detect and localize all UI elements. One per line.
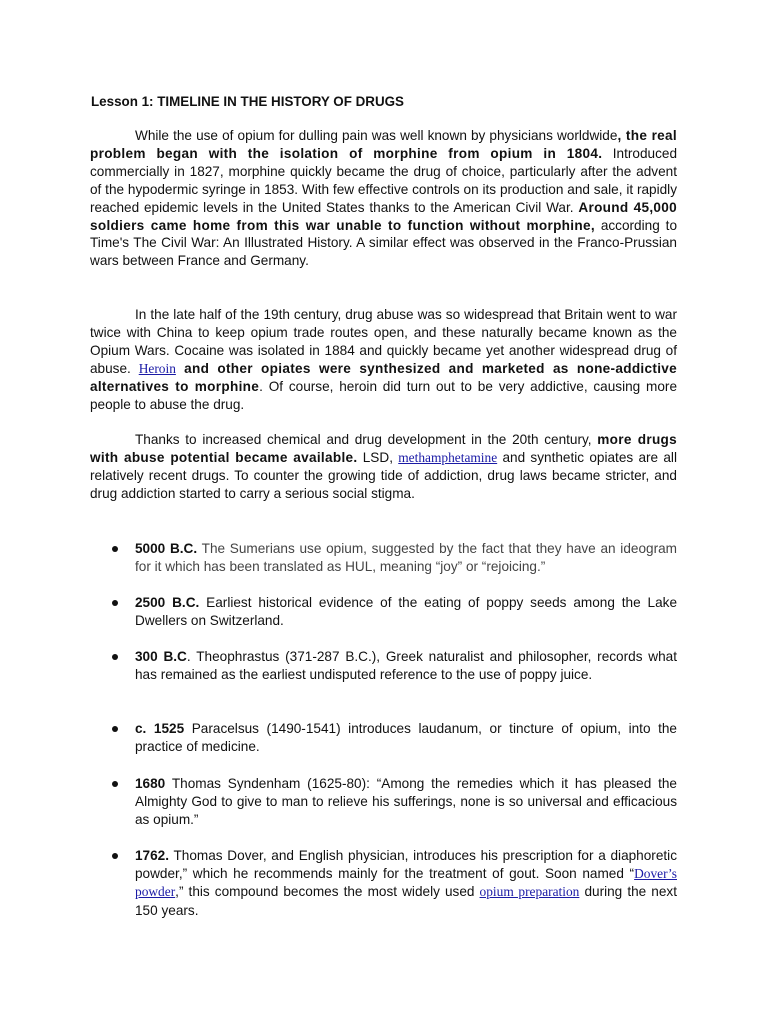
paragraph-text: according to Time's The Civil War: An Illustrated History. A similar effect was observed in the Franco-Prussian wars between France and Germany. <box>90 217 677 269</box>
timeline-year: c. 1525 <box>135 721 185 736</box>
timeline-text: The Sumerians use opium, suggested by the fact that they have an ideogram for it which has been translated as HUL, meaning “joy” or “rejoicing.” <box>135 541 677 575</box>
list-item <box>135 540 677 576</box>
bullet-icon <box>112 546 118 552</box>
paragraph-emphasis: more drugs with abuse potential became available. <box>90 432 678 465</box>
bullet-icon <box>112 781 118 787</box>
opium-preparation-link[interactable]: opium preparation <box>479 884 580 900</box>
timeline-text: . Theophrastus (371-287 B.C.), Greek naturalist and philosopher, records what has remained as the earliest undisputed reference to the use of poppy juice. <box>135 649 677 683</box>
timeline-text: during the next 150 years. <box>135 884 677 918</box>
paragraph-text: Thanks to increased chemical and drug development in the 20th century, <box>135 432 598 447</box>
list-item <box>135 847 677 920</box>
paragraph-text: Introduced commercially in 1827, morphine quickly became the drug of choice, particularly after the advent of the hypodermic syringe in 1853. With few effective controls on its production and sale, it rapidly reached epidemic levels in the United States thanks to the American Civil War. <box>90 145 677 215</box>
bullet-icon <box>112 726 118 732</box>
methamphetamine-link[interactable]: methamphetamine <box>398 449 498 465</box>
timeline-year: 300 B.C <box>135 649 187 664</box>
timeline-year: 2500 B.C. <box>135 595 200 610</box>
list-item <box>135 775 677 830</box>
timeline-year: 5000 B.C. <box>135 541 198 556</box>
bullet-icon <box>112 853 118 859</box>
paragraph-emphasis: Around 45,000 soldiers came home from this war unable to function without morphine, <box>90 199 677 233</box>
timeline-text: Thomas Syndenham (1625-80): “Among the remedies which it has pleased the Almighty God to give to man to relieve his sufferings, none is so universal and efficacious as opium.” <box>135 776 677 828</box>
paragraph-text: While the use of opium for dulling pain was well known by physicians worldwide <box>135 128 618 143</box>
timeline-text: Earliest historical evidence of the eating of poppy seeds among the Lake Dwellers on Switzerland. <box>135 595 677 629</box>
list-item <box>135 648 677 684</box>
dovers-powder-link[interactable]: Dover’s powder <box>135 866 677 900</box>
paragraph-emphasis: , the real problem began with the isolation of morphine from opium in 1804. <box>90 128 677 161</box>
timeline-year: 1762. <box>135 848 170 863</box>
paragraph-text: In the late half of the 19th century, drug abuse was so widespread that Britain went to war twice with China to keep opium trade routes open, and these naturally became known as the Opium Wars. Cocaine was isolated in 1884 and quickly became yet another widespread drug of abuse. <box>90 307 677 376</box>
list-item <box>135 720 677 756</box>
list-item <box>135 594 677 630</box>
timeline-text: ,” this compound becomes the most widely used <box>175 884 480 900</box>
bullet-icon <box>112 654 118 660</box>
timeline-text: Paracelsus (1490-1541) introduces laudanum, or tincture of opium, into the practice of medicine. <box>135 721 677 755</box>
bullet-icon <box>112 600 118 606</box>
paragraph-text: . Of course, heroin did turn out to be very addictive, causing more people to abuse the drug. <box>90 378 678 412</box>
timeline-year: 1680 <box>135 776 166 791</box>
paragraph-emphasis: and other opiates were synthesized and marketed as none-addictive alternatives to morphine <box>90 360 677 394</box>
paragraph-text: LSD, <box>357 449 399 465</box>
timeline-text: Thomas Dover, and English physician, introduces his prescription for a diaphoretic powder,” which he recommends mainly for the treatment of gout. Soon named “ <box>135 848 677 882</box>
heroin-link[interactable]: Heroin <box>138 360 176 376</box>
paragraph-text: and synthetic opiates are all relatively recent drugs. To counter the growing tide of addiction, drug laws became stricter, and drug addiction started to carry a serious social stigma. <box>90 449 677 501</box>
page-title: Lesson 1: TIMELINE IN THE HISTORY OF DRUGS <box>91 94 404 109</box>
